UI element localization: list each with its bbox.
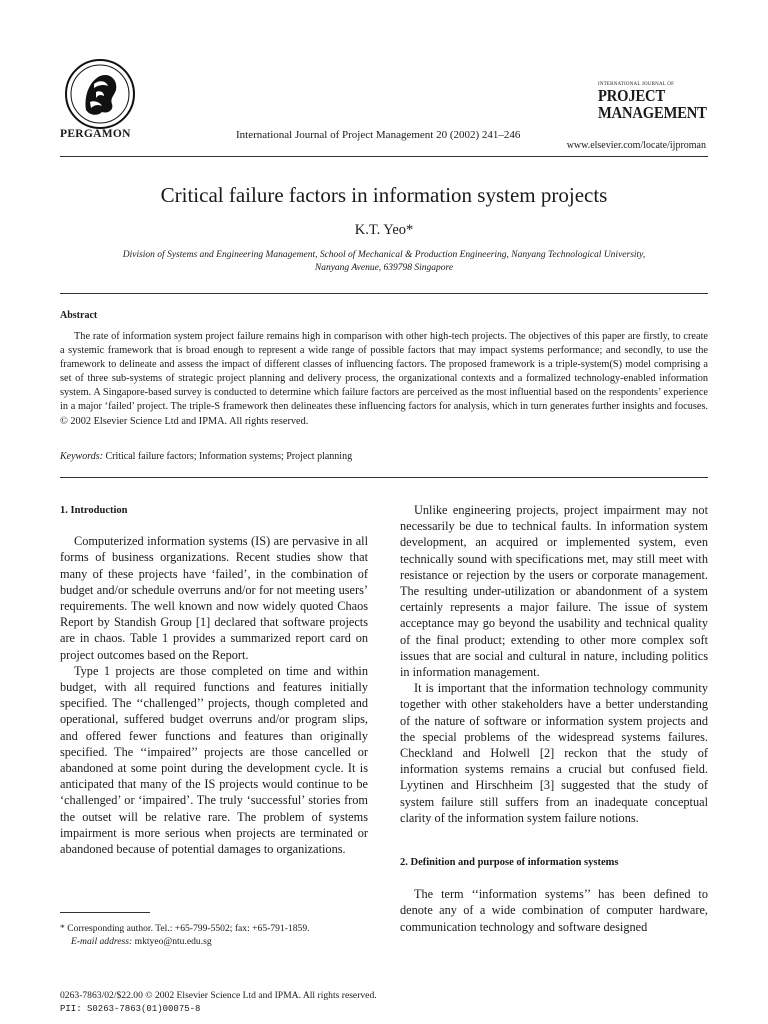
article-title: Critical failure factors in information system projects (160, 183, 608, 207)
paragraph: Computerized information systems (IS) are pervasive in all forms of business organizations. Recent studies show that many of these projects have ‘failed’, in the combination of budget and/or schedule overruns and/or for not meeting users’ requirements. The well known and now widely quoted Chaos Report by Standish Group [1] declared that software projects are in chaos. Table 1 provides a summarized report card on project outcomes based on the Report. (60, 534, 368, 662)
header-rule (60, 156, 708, 157)
article-author: K.T. Yeo* (354, 222, 414, 238)
journal-logo-line1: PROJECT (598, 86, 666, 105)
keywords (60, 451, 352, 462)
keywords-label: Keywords: (60, 451, 103, 462)
affiliation-line2: Nanyang Avenue, 639798 Singapore (314, 263, 454, 273)
email-address[interactable]: mktyeo@ntu.edu.sg (134, 936, 212, 947)
paragraph: It is important that the information technology community together with other stakeholders have a better understanding of the nature of software or information system projects and the special problems of the widespread systems failures. Checkland and Holwell [2] reckon that the study of information systems remains a crucial but confused field. Lyytinen and Hirschheim [3] suggested that the study of system failure still suffers from an inadequate conceptual clarity of the information system failure notions. (400, 681, 708, 825)
abstract-heading: Abstract (60, 310, 98, 321)
email-label: E-mail address: (71, 936, 133, 947)
journal-url[interactable]: www.elsevier.com/locate/ijproman (566, 140, 706, 151)
pii-line: PII: S0263-7863(01)00075-8 (60, 1003, 201, 1014)
publisher-name: PERGAMON (60, 128, 131, 140)
paragraph: Type 1 projects are those completed on time and within budget, with all required functions and features initially specified. The ‘‘challenged’’ projects, though completed and operational, suffered budget overruns and/or program slips, and offered fewer functions and features than originally specified. The ‘‘impaired’’ projects are those cancelled or abandoned at some point during the development cycle. It is anticipated that many of the IS projects would continue to be ‘challenged’ or ‘impaired’. The truly ‘successful’ stories from the outset will be relative rare. The problem of systems impairment is more serious when projects are terminated or abandoned because of potential damages to organizations. (60, 663, 368, 857)
abstract-bottom-rule (60, 477, 708, 478)
abstract-top-rule (60, 293, 708, 294)
section-heading-definition: 2. Definition and purpose of information systems (400, 857, 619, 869)
journal-logo (598, 82, 708, 121)
paragraph: Unlike engineering projects, project impairment may not necessarily be due to technical faults. In information system development, an acquired or implemented system, even technically sound with specifications met, may still meet with resistance or rejection by the users or corporate management. The resulting under-utilization or abandonment of a system certainly represents a major failure. The issue of system acceptance may go beyond the usability and technical quality of the final product; extending to other more complex soft issues that are social and cultural in nature, including politics in information management. (400, 503, 708, 680)
section-heading-introduction: 1. Introduction (60, 505, 128, 516)
footnote-text: * Corresponding author. Tel.: +65-799-5502; fax: +65-791-1859. (60, 923, 310, 934)
journal-citation: International Journal of Project Management 20 (2002) 241–246 (236, 129, 521, 141)
copyright-line: 0263-7863/02/$22.00 © 2002 Elsevier Science Ltd and IPMA. All rights reserved. (60, 990, 377, 1001)
page-footer (60, 990, 377, 1015)
abstract-text: The rate of information system project failure remains high in comparison with other high-tech projects. The objectives of this paper are firstly, to create a systemic framework that is broad enough to represent a wide range of possible factors that may impact systems performance; and secondly, to use the framework to delineate and assess the impact of different classes of influencing factors. The proposed framework is a triple-system(S) model comprising a set of three sub-systems of strategic project planning and delivery process, the organizational contexts and a formalized technology-enabled information system. A Singapore-based survey is conducted to determine which failure factors are perceived as the most influential based on the respondents’ experience in a major ‘failed’ project. The triple-S framework then delineates these influencing factors for analysis, which in turn generates further insights and focuses. © 2002 Elsevier Science Ltd and IPMA. All rights reserved. (60, 331, 708, 427)
author-affiliation (80, 249, 688, 275)
keywords-text: Critical failure factors; Information systems; Project planning (105, 451, 353, 462)
publisher-logo (64, 58, 136, 130)
journal-logo-small: INTERNATIONAL JOURNAL OF (598, 82, 675, 87)
left-column (60, 503, 368, 857)
footnote (60, 922, 310, 948)
journal-logo-line2: MANAGEMENT (598, 103, 707, 122)
affiliation-line1: Division of Systems and Engineering Management, School of Mechanical & Production Engineering, Nanyang Technological University, (122, 250, 646, 260)
paragraph: The term ‘‘information systems’’ has been defined to denote any of a wide combination of computer hardware, communication technology and software designed (400, 887, 708, 934)
right-column (400, 502, 708, 935)
footnote-rule (60, 912, 150, 913)
